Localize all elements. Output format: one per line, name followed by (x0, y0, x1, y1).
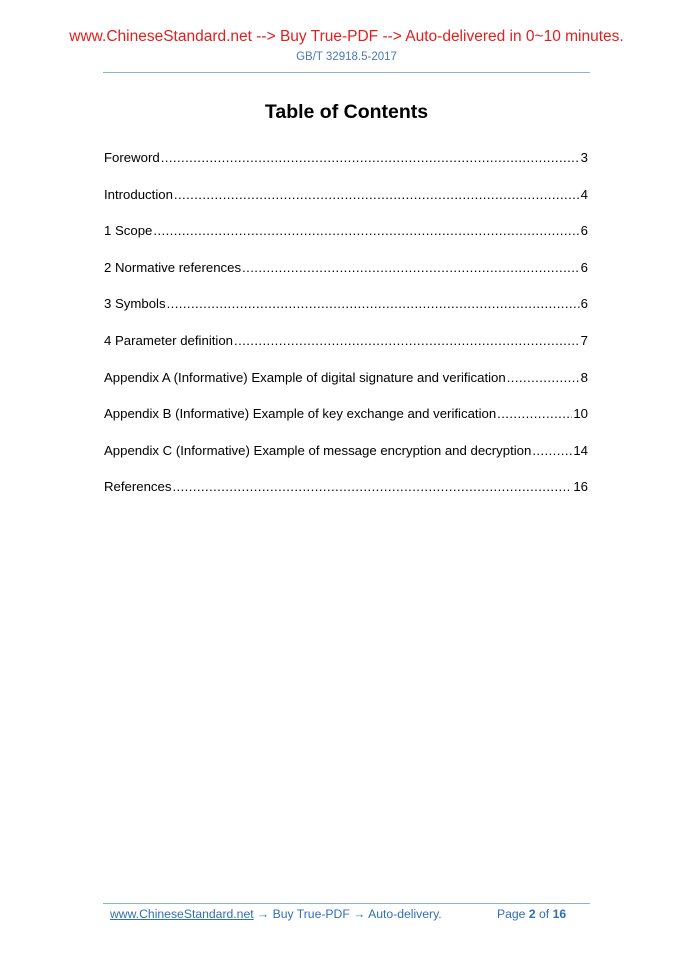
toc-entry-label: References (104, 479, 172, 495)
of-word: of (539, 907, 550, 921)
footer-divider (103, 903, 590, 904)
toc-entry-page: 14 (573, 442, 588, 458)
toc-entry-normative-references[interactable] (104, 260, 588, 297)
current-page-number: 2 (528, 907, 536, 921)
toc-entry-scope[interactable] (104, 223, 588, 260)
toc-entry-page: 10 (573, 406, 588, 422)
standard-code: GB/T 32918.5-2017 (296, 51, 397, 63)
toc-dot-leader (497, 406, 572, 422)
footer-tagline: → Buy True-PDF → Auto-delivery. (253, 907, 442, 921)
toc-list (104, 150, 588, 516)
toc-entry-label: Appendix A (Informative) Example of digital signature and verification (104, 369, 506, 385)
toc-entry-label: Foreword (104, 150, 160, 165)
toc-entry-references[interactable] (104, 479, 588, 516)
page-indicator (497, 907, 566, 921)
toc-entry-label: 2 Normative references (104, 259, 242, 275)
toc-entry-introduction[interactable] (104, 187, 588, 224)
toc-entry-page: 6 (580, 223, 588, 239)
toc-entry-appendix-c[interactable] (104, 443, 588, 480)
toc-title: Table of Contents (264, 101, 429, 123)
toc-entry-page: 8 (580, 369, 588, 385)
toc-dot-leader (172, 479, 572, 495)
header-divider (103, 72, 590, 73)
toc-entry-appendix-b[interactable] (104, 406, 588, 443)
toc-entry-label: Appendix B (Informative) Example of key exchange and verification (104, 406, 497, 422)
toc-dot-leader (153, 223, 579, 239)
toc-entry-appendix-a[interactable] (104, 370, 588, 407)
toc-dot-leader (507, 370, 580, 386)
toc-dot-leader (174, 187, 580, 203)
toc-dot-leader (532, 443, 572, 459)
toc-dot-leader (161, 150, 580, 166)
toc-entry-page: 6 (580, 259, 588, 275)
toc-entry-page: 3 (580, 150, 588, 165)
toc-entry-page: 7 (580, 332, 588, 348)
toc-entry-label: Introduction (104, 186, 173, 202)
total-pages-number: 16 (552, 907, 567, 921)
banner-text: www.ChineseStandard.net --> Buy True-PDF --> Auto-delivered in 0~10 minutes. (69, 28, 624, 45)
toc-entry-symbols[interactable] (104, 296, 588, 333)
toc-dot-leader (234, 333, 580, 349)
toc-entry-label: 4 Parameter definition (104, 332, 234, 348)
toc-dot-leader (167, 296, 580, 312)
toc-entry-page: 4 (580, 186, 588, 202)
toc-entry-page: 6 (580, 296, 588, 312)
toc-entry-page: 16 (573, 479, 588, 495)
toc-entry-label: 1 Scope (104, 223, 153, 239)
toc-entry-parameter-definition[interactable] (104, 333, 588, 370)
footer-site-link[interactable]: www.ChineseStandard.net (110, 907, 254, 921)
toc-entry-foreword[interactable] (104, 150, 588, 187)
toc-entry-label: 3 Symbols (104, 296, 166, 312)
page-word: Page (497, 907, 526, 921)
toc-entry-label: Appendix C (Informative) Example of message encryption and decryption (104, 442, 532, 458)
footer (110, 907, 580, 921)
toc-dot-leader (242, 260, 580, 276)
